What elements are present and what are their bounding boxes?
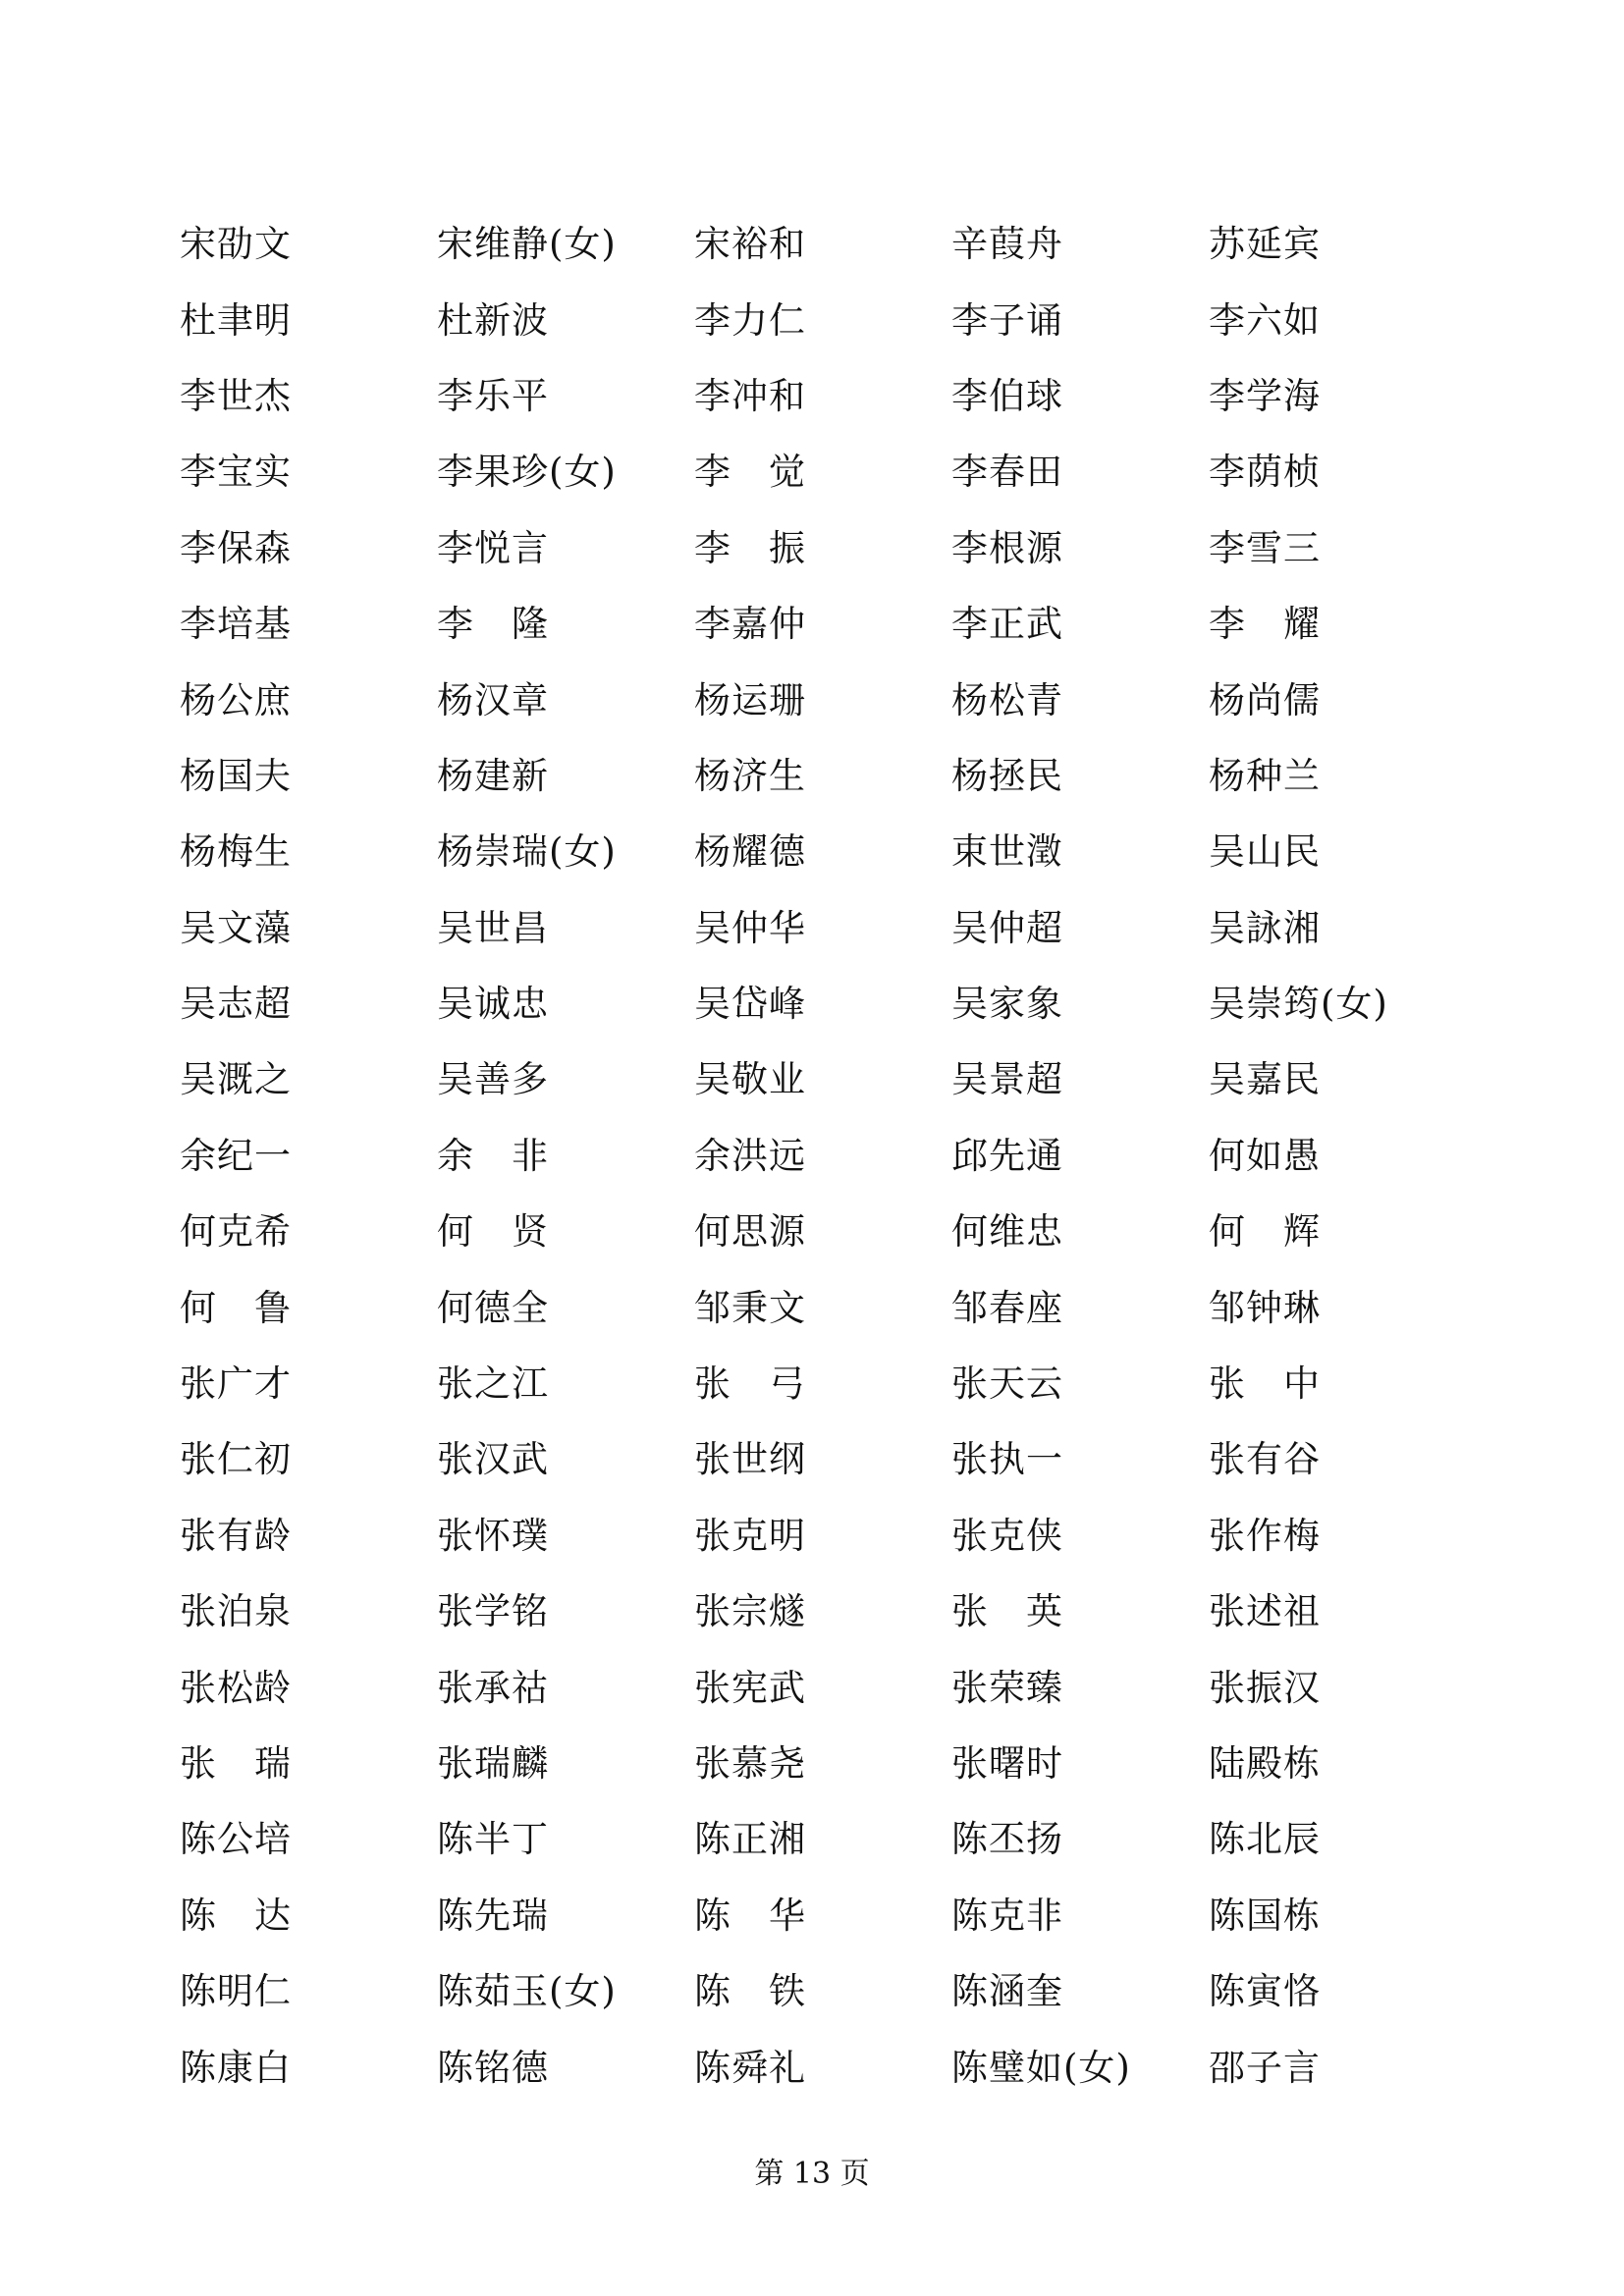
name-entry: 吴家象 bbox=[951, 983, 1063, 1026]
name-entry: 陈 铁 bbox=[694, 1970, 806, 2013]
name-entry: 杨汉章 bbox=[437, 678, 549, 721]
name-entry: 吴诚忠 bbox=[437, 983, 549, 1026]
name-entry: 何克希 bbox=[180, 1210, 292, 1254]
name-entry: 何维忠 bbox=[951, 1210, 1063, 1254]
name-entry: 陈康白 bbox=[180, 2046, 292, 2089]
name-entry: 陈 华 bbox=[694, 1894, 806, 1937]
name-entry: 李 觉 bbox=[694, 451, 806, 494]
name-entry: 杨建新 bbox=[437, 754, 549, 797]
name-entry: 吴山民 bbox=[1209, 830, 1321, 874]
name-entry: 杨济生 bbox=[694, 754, 806, 797]
name-entry: 张怀璞 bbox=[437, 1514, 549, 1557]
name-entry: 陈半丁 bbox=[437, 1818, 549, 1861]
name-entry: 李果珍(女) bbox=[437, 451, 617, 494]
name-entry: 张述祖 bbox=[1209, 1590, 1321, 1633]
name-entry: 杨公庶 bbox=[180, 678, 292, 721]
name-entry: 陈 达 bbox=[180, 1894, 292, 1937]
name-entry: 张执一 bbox=[951, 1438, 1063, 1481]
name-entry: 张天云 bbox=[951, 1362, 1063, 1406]
name-entry: 吴世昌 bbox=[437, 906, 549, 949]
name-entry: 张 中 bbox=[1209, 1362, 1321, 1406]
name-entry: 何如愚 bbox=[1209, 1134, 1321, 1177]
name-entry: 宋维静(女) bbox=[437, 223, 617, 266]
name-entry: 杨松青 bbox=[951, 678, 1063, 721]
name-entry: 李伯球 bbox=[951, 374, 1063, 417]
name-entry: 李乐平 bbox=[437, 374, 549, 417]
name-entry: 杜新波 bbox=[437, 298, 549, 342]
name-entry: 吴仲华 bbox=[694, 906, 806, 949]
name-entry: 张有龄 bbox=[180, 1514, 292, 1557]
name-entry: 邵子言 bbox=[1209, 2046, 1321, 2089]
name-entry: 李冲和 bbox=[694, 374, 806, 417]
name-entry: 杨拯民 bbox=[951, 754, 1063, 797]
name-entry: 何 辉 bbox=[1209, 1210, 1321, 1254]
name-entry: 辛葭舟 bbox=[951, 223, 1063, 266]
name-entry: 邹秉文 bbox=[694, 1286, 806, 1329]
name-entry: 李荫桢 bbox=[1209, 451, 1321, 494]
name-entry: 张 弓 bbox=[694, 1362, 806, 1406]
name-entry: 李 耀 bbox=[1209, 603, 1321, 646]
name-entry: 李六如 bbox=[1209, 298, 1321, 342]
name-entry: 宋劭文 bbox=[180, 223, 292, 266]
name-entry: 陈国栋 bbox=[1209, 1894, 1321, 1937]
name-entry: 张荣臻 bbox=[951, 1666, 1063, 1709]
name-entry: 吴文藻 bbox=[180, 906, 292, 949]
name-entry: 李悦言 bbox=[437, 526, 549, 569]
name-entry: 张广才 bbox=[180, 1362, 292, 1406]
name-entry: 张振汉 bbox=[1209, 1666, 1321, 1709]
name-entry: 李世杰 bbox=[180, 374, 292, 417]
name-entry: 杨国夫 bbox=[180, 754, 292, 797]
name-entry: 陈公培 bbox=[180, 1818, 292, 1861]
name-entry: 张慕尧 bbox=[694, 1742, 806, 1785]
name-entry: 杨种兰 bbox=[1209, 754, 1321, 797]
name-entry: 李雪三 bbox=[1209, 526, 1321, 569]
name-entry: 陈璧如(女) bbox=[951, 2046, 1131, 2089]
name-entry: 李根源 bbox=[951, 526, 1063, 569]
name-entry: 吴敬业 bbox=[694, 1058, 806, 1101]
page-number: 第 13 页 bbox=[754, 2157, 870, 2191]
name-entry: 李学海 bbox=[1209, 374, 1321, 417]
name-entry: 李正武 bbox=[951, 603, 1063, 646]
name-entry: 杨崇瑞(女) bbox=[437, 830, 617, 874]
name-entry: 陈北辰 bbox=[1209, 1818, 1321, 1861]
name-entry: 李保森 bbox=[180, 526, 292, 569]
name-entry: 陈克非 bbox=[951, 1894, 1063, 1937]
name-entry: 李力仁 bbox=[694, 298, 806, 342]
name-entry: 李春田 bbox=[951, 451, 1063, 494]
name-entry: 吴崇筠(女) bbox=[1209, 983, 1388, 1026]
name-entry: 邹钟琳 bbox=[1209, 1286, 1321, 1329]
name-entry: 张仁初 bbox=[180, 1438, 292, 1481]
name-entry: 何德全 bbox=[437, 1286, 549, 1329]
name-entry: 吴志超 bbox=[180, 983, 292, 1026]
name-entry: 何 贤 bbox=[437, 1210, 549, 1254]
name-entry: 陈茹玉(女) bbox=[437, 1970, 617, 2013]
name-entry: 陈正湘 bbox=[694, 1818, 806, 1861]
name-entry: 陈先瑞 bbox=[437, 1894, 549, 1937]
name-entry: 吴善多 bbox=[437, 1058, 549, 1101]
name-entry: 宋裕和 bbox=[694, 223, 806, 266]
name-entry: 李 振 bbox=[694, 526, 806, 569]
name-list bbox=[180, 206, 1456, 2106]
name-entry: 杨梅生 bbox=[180, 830, 292, 874]
name-entry: 张 瑞 bbox=[180, 1742, 292, 1785]
name-entry: 张宗燧 bbox=[694, 1590, 806, 1633]
name-entry: 陈舜礼 bbox=[694, 2046, 806, 2089]
name-entry: 张瑞麟 bbox=[437, 1742, 549, 1785]
name-entry: 张学铭 bbox=[437, 1590, 549, 1633]
name-entry: 吴溉之 bbox=[180, 1058, 292, 1101]
name-entry: 陈涵奎 bbox=[951, 1970, 1063, 2013]
name-entry: 张泊泉 bbox=[180, 1590, 292, 1633]
name-entry: 吴景超 bbox=[951, 1058, 1063, 1101]
name-entry: 杨尚儒 bbox=[1209, 678, 1321, 721]
name-entry: 张 英 bbox=[951, 1590, 1063, 1633]
name-entry: 陈丕扬 bbox=[951, 1818, 1063, 1861]
name-entry: 束世澂 bbox=[951, 830, 1063, 874]
name-entry: 吴詠湘 bbox=[1209, 906, 1321, 949]
name-entry: 陈铭德 bbox=[437, 2046, 549, 2089]
name-entry: 李 隆 bbox=[437, 603, 549, 646]
name-entry: 陈寅恪 bbox=[1209, 1970, 1321, 2013]
name-entry: 李子诵 bbox=[951, 298, 1063, 342]
name-entry: 李嘉仲 bbox=[694, 603, 806, 646]
name-entry: 杨耀德 bbox=[694, 830, 806, 874]
name-entry: 邹春座 bbox=[951, 1286, 1063, 1329]
name-entry: 张克侠 bbox=[951, 1514, 1063, 1557]
name-entry: 张松龄 bbox=[180, 1666, 292, 1709]
name-entry: 张宪武 bbox=[694, 1666, 806, 1709]
name-entry: 邱先通 bbox=[951, 1134, 1063, 1177]
name-entry: 张承祜 bbox=[437, 1666, 549, 1709]
name-entry: 李培基 bbox=[180, 603, 292, 646]
name-entry: 余 非 bbox=[437, 1134, 549, 1177]
name-entry: 何思源 bbox=[694, 1210, 806, 1254]
name-entry: 陆殿栋 bbox=[1209, 1742, 1321, 1785]
name-entry: 吴仲超 bbox=[951, 906, 1063, 949]
name-entry: 杨运珊 bbox=[694, 678, 806, 721]
name-entry: 吴嘉民 bbox=[1209, 1058, 1321, 1101]
name-entry: 苏延宾 bbox=[1209, 223, 1321, 266]
name-entry: 张有谷 bbox=[1209, 1438, 1321, 1481]
name-entry: 张汉武 bbox=[437, 1438, 549, 1481]
name-entry: 陈明仁 bbox=[180, 1970, 292, 2013]
name-entry: 吴岱峰 bbox=[694, 983, 806, 1026]
name-entry: 杜聿明 bbox=[180, 298, 292, 342]
name-entry: 余洪远 bbox=[694, 1134, 806, 1177]
name-entry: 张曙时 bbox=[951, 1742, 1063, 1785]
name-entry: 张克明 bbox=[694, 1514, 806, 1557]
name-entry: 何 鲁 bbox=[180, 1286, 292, 1329]
name-entry: 张之江 bbox=[437, 1362, 549, 1406]
name-entry: 李宝实 bbox=[180, 451, 292, 494]
name-entry: 张作梅 bbox=[1209, 1514, 1321, 1557]
name-entry: 张世纲 bbox=[694, 1438, 806, 1481]
name-entry: 余纪一 bbox=[180, 1134, 292, 1177]
